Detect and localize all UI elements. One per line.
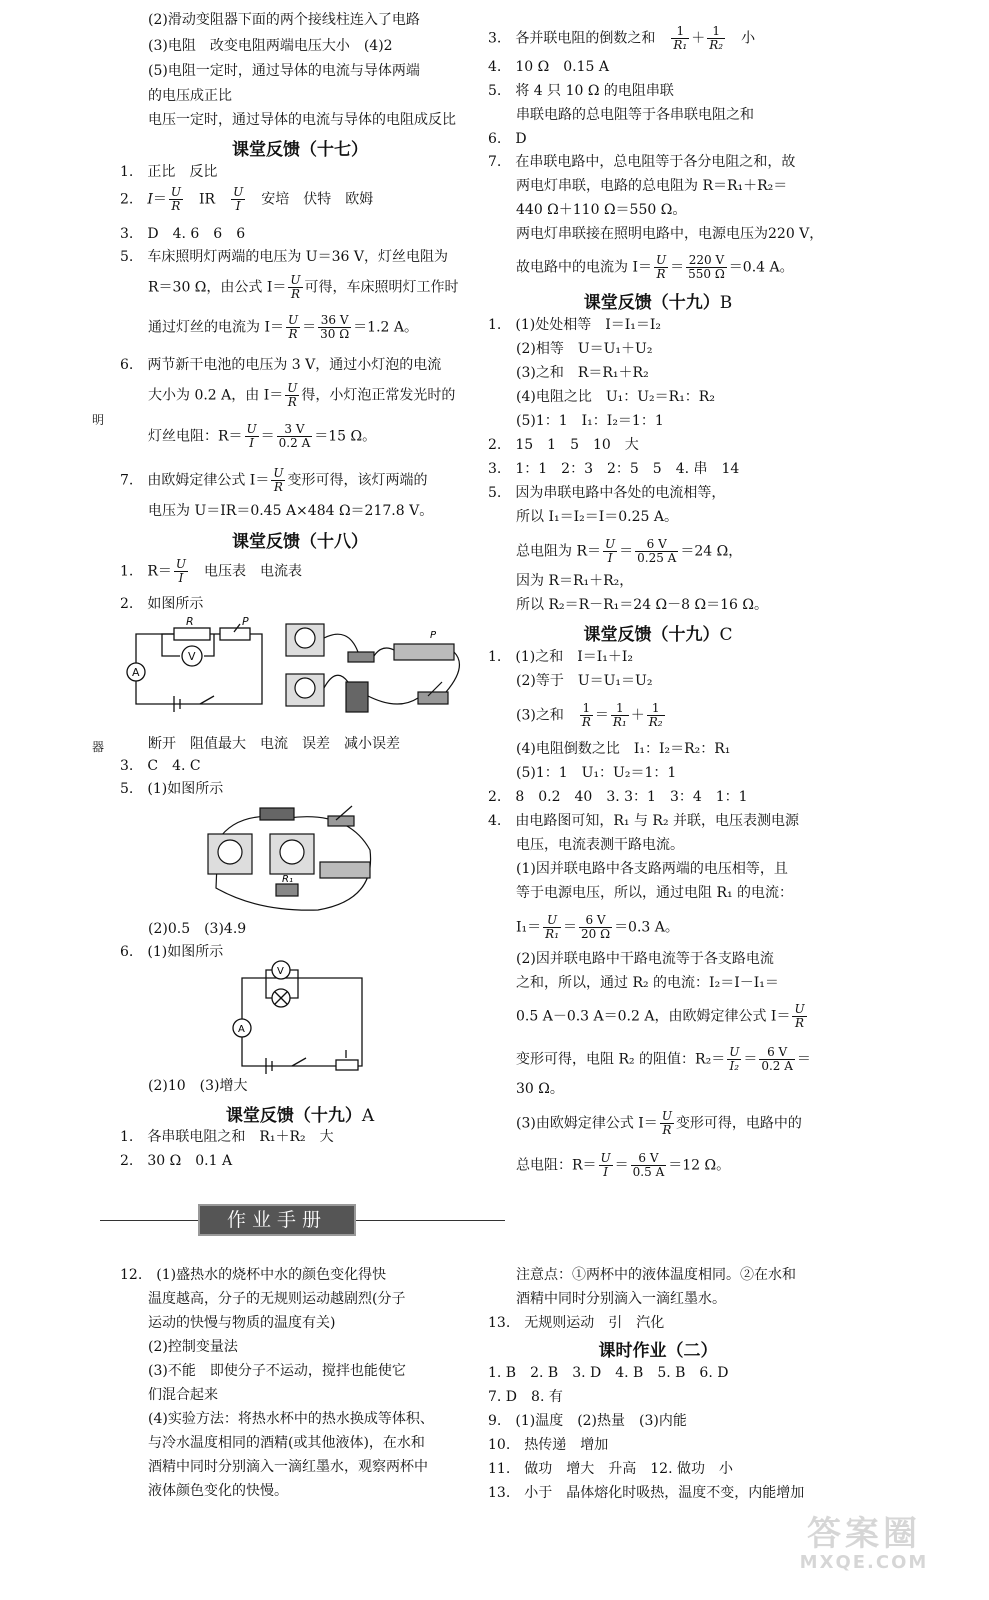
answer-line: R＝30 Ω，由公式 I＝ $\frac{U}{R}$ 可得，车床照明灯工作时 bbox=[148, 273, 459, 301]
fraction: $\frac{U}{\text{I₂}}$ bbox=[729, 1045, 740, 1073]
answer-line: 1. R＝ $\frac{U}{I}$ 电压表 电流表 bbox=[120, 557, 303, 585]
answer-line: 故电路中的电流为 I＝ $\frac{U}{R}$ ＝ $\frac{220 V}{550 \Omega}$ ＝0.4 A。 bbox=[516, 253, 794, 281]
answer-line: 1. 正比 反比 bbox=[120, 164, 218, 180]
answer-line: 所以 I₁＝I₂＝I＝0.25 A。 bbox=[516, 509, 678, 525]
answer-line: 5. 将 4 只 10 Ω 的电阻串联 bbox=[488, 83, 674, 99]
fraction: $\frac{6 V}{0.5 A}$ bbox=[632, 1151, 665, 1179]
answer-line: 酒精中同时分别滴入一滴红墨水。 bbox=[516, 1291, 726, 1307]
answer-line: 总电阻为 R＝ $\frac{U}{I}$ ＝ $\frac{6 V}{0.25 A}$ ＝24 Ω， bbox=[516, 537, 743, 565]
answer-line: 1. (1)之和 I＝I₁＋I₂ bbox=[488, 649, 634, 665]
answer-line: 变形可得，电阻 R₂ 的阻值：R₂＝ $\frac{U}{\text{I₂}}$ ＝ $\frac{6 V}{0.2 A}$ ＝ bbox=[516, 1045, 811, 1073]
text-line: 电压一定时，通过导体的电流与导体的电阻成反比 bbox=[148, 112, 456, 128]
section-title-homework-2: 课时作业（二） bbox=[598, 1341, 718, 1361]
fraction: $\frac{3 V}{0.2 A}$ bbox=[278, 422, 311, 450]
answer-line: 7. 由欧姆定律公式 I＝ $\frac{U}{R}$ 变形可得，该灯两端的 bbox=[120, 466, 428, 494]
answer-line: 7. 在串联电路中，总电阻等于各分电阻之和，故 bbox=[488, 154, 796, 170]
answer-line: 13. 无规则运动 引 汽化 bbox=[488, 1315, 665, 1331]
answer-line: 两电灯串联接在照明电路中，电源电压为220 V， bbox=[516, 226, 824, 242]
answer-line: 之和，所以，通过 R₂ 的电流：I₂＝I－I₁＝ bbox=[516, 975, 779, 991]
fraction: $\frac{1}{\text{R₁}}$ bbox=[673, 24, 688, 52]
answer-line: (4)电阻倒数之比 I₁：I₂＝R₂：R₁ bbox=[516, 741, 731, 757]
fraction: $\frac{U}{I}$ bbox=[605, 537, 616, 565]
answer-line: 10. 热传递 增加 bbox=[488, 1437, 609, 1453]
divider bbox=[356, 1220, 505, 1221]
fraction: $\frac{6 V}{20 \Omega}$ bbox=[581, 913, 611, 941]
answer-line: 30 Ω。 bbox=[516, 1081, 564, 1097]
answer-line: 5. 车床照明灯两端的电压为 U＝36 V，灯丝电阻为 bbox=[120, 249, 448, 265]
text-line: 的电压成正比 bbox=[148, 88, 232, 104]
answer-line: 注意点：①两杯中的液体温度相同。②在水和 bbox=[516, 1267, 796, 1283]
margin-note-2: 器 bbox=[92, 740, 105, 754]
label-r1: R₁ bbox=[282, 874, 293, 885]
watermark-sub: MXQE.COM bbox=[799, 1552, 929, 1573]
answer-line: 大小为 0.2 A，由 I＝ $\frac{U}{R}$ 得，小灯泡正常发光时的 bbox=[148, 381, 456, 409]
fraction: $\frac{1}{\text{R₁}}$ bbox=[612, 701, 627, 729]
text-line: (5)电阻一定时，通过导体的电流与导体两端 bbox=[148, 63, 420, 79]
answer-line: 1. B 2. B 3. D 4. B 5. B 6. D bbox=[488, 1365, 729, 1381]
circuit-diagram-q5 bbox=[198, 800, 378, 915]
answer-line: 与冷水温度相同的酒精(或其他液体)，在水和 bbox=[148, 1435, 425, 1451]
answer-line: 2. I＝ $\frac{U}{R}$ IR $\frac{U}{I}$ 安培 伏特 欧姆 bbox=[120, 185, 374, 213]
margin-note-1: 明 bbox=[92, 413, 105, 427]
answer-line: 5. (1)如图所示 bbox=[120, 781, 224, 797]
section-title-17: 课堂反馈（十七） bbox=[232, 140, 368, 160]
circuit-diagram-schematic bbox=[122, 615, 272, 719]
answer-line: 5. 因为串联电路中各处的电流相等， bbox=[488, 485, 726, 501]
answer-line: 4. 由电路图可知，R₁ 与 R₂ 并联，电压表测电源 bbox=[488, 813, 800, 829]
fraction: $\frac{U}{R}$ bbox=[794, 1002, 805, 1030]
answer-line: 两电灯串联，电路的总电阻为 R＝R₁＋R₂＝ bbox=[516, 178, 788, 194]
answer-line: 440 Ω＋110 Ω＝550 Ω。 bbox=[516, 202, 687, 218]
answer-line: 总电阻：R＝ $\frac{U}{I}$ ＝ $\frac{6 V}{0.5 A}$ ＝12 Ω。 bbox=[516, 1151, 731, 1179]
section-title-19b: 课堂反馈（十九）B bbox=[583, 293, 733, 313]
answer-line: (4)电阻之比 U₁：U₂＝R₁：R₂ bbox=[516, 389, 715, 405]
answer-line: 6. 两节新干电池的电压为 3 V，通过小灯泡的电流 bbox=[120, 357, 442, 373]
answer-line: 11. 做功 增大 升高 12. 做功 小 bbox=[488, 1461, 733, 1477]
answer-line: (2)相等 U＝U₁＋U₂ bbox=[516, 341, 653, 357]
label-p2: P bbox=[430, 630, 437, 641]
section-title-18: 课堂反馈（十八） bbox=[232, 532, 368, 552]
answer-line: 2. 15 1 5 10 大 bbox=[488, 437, 639, 453]
answer-line: (3)之和 $\frac{1}{R}$ ＝ $\frac{1}{\text{R₁}}$ ＋ $\frac{1}{\text{R₂}}$ bbox=[516, 701, 663, 729]
fraction: $\frac{U}{R}$ bbox=[290, 273, 301, 301]
fraction: $\frac{6 V}{0.2 A}$ bbox=[761, 1045, 793, 1073]
answer-line: 1. 各串联电阻之和 R₁＋R₂ 大 bbox=[120, 1129, 334, 1145]
answer-line: 们混合起来 bbox=[148, 1387, 218, 1403]
fraction: $\frac{U}{R}$ bbox=[661, 1109, 672, 1137]
fraction: $\frac{U}{R}$ bbox=[287, 381, 298, 409]
fraction: $\frac{6 V}{0.25 A}$ bbox=[637, 537, 677, 565]
section-title-19c: 课堂反馈（十九）C bbox=[583, 625, 733, 645]
fraction: $\frac{1}{\text{R₂}}$ bbox=[648, 701, 663, 729]
circuit-diagram-q6 bbox=[228, 958, 368, 1073]
fraction: $\frac{U}{R}$ bbox=[273, 466, 284, 494]
fraction: $\frac{U}{I}$ bbox=[175, 557, 187, 585]
answer-line: 3. D 4. 6 6 6 bbox=[120, 226, 246, 242]
answer-line: 3. C 4. C bbox=[120, 758, 201, 774]
answer-line: 酒精中同时分别滴入一滴红墨水，观察两杯中 bbox=[148, 1459, 428, 1475]
answer-line: 4. 10 Ω 0.15 A bbox=[488, 59, 609, 75]
answer-line: 2. 如图所示 bbox=[120, 596, 204, 612]
label-r: R bbox=[186, 615, 194, 628]
answer-line: (5)1：1 I₁：I₂＝1：1 bbox=[516, 413, 664, 429]
label-a2: A bbox=[238, 1024, 245, 1035]
answer-line: 液体颜色变化的快慢。 bbox=[148, 1483, 288, 1499]
answer-line: 电压为 U＝IR＝0.45 A×484 Ω＝217.8 V。 bbox=[148, 503, 434, 519]
answer-line: 等于电源电压，所以，通过电阻 R₁ 的电流： bbox=[516, 885, 794, 901]
answer-line: (1)因并联电路中各支路两端的电压相等，且 bbox=[516, 861, 788, 877]
answer-line: 串联电路的总电阻等于各串联电阻之和 bbox=[516, 107, 754, 123]
divider bbox=[100, 1220, 198, 1221]
watermark-main: 答案圈 bbox=[807, 1514, 921, 1554]
answer-line: 电压，电流表测干路电流。 bbox=[516, 837, 684, 853]
answer-line: 断开 阻值最大 电流 误差 减小误差 bbox=[148, 736, 400, 752]
answer-line: (3)之和 R＝R₁＋R₂ bbox=[516, 365, 649, 381]
banner-title: 作业手册 bbox=[198, 1204, 356, 1236]
text-line: (3)电阻 改变电阻两端电压大小 (4)2 bbox=[148, 38, 393, 54]
answer-line: 7. D 8. 有 bbox=[488, 1389, 563, 1405]
answer-line: I₁＝ $\frac{U}{\text{R₁}}$ ＝ $\frac{6 V}{20 \Omega}$ ＝0.3 A。 bbox=[516, 913, 679, 941]
answer-line: 2. 30 Ω 0.1 A bbox=[120, 1153, 233, 1169]
answer-line: (2)0.5 (3)4.9 bbox=[148, 921, 247, 937]
answer-line: (5)1：1 U₁：U₂＝1：1 bbox=[516, 765, 677, 781]
answer-line: 通过灯丝的电流为 I＝ $\frac{U}{R}$ ＝ $\frac{36 V}{30 \Omega}$ ＝1.2 A。 bbox=[148, 313, 418, 341]
answer-line: 所以 R₂＝R－R₁＝24 Ω－8 Ω＝16 Ω。 bbox=[516, 597, 769, 613]
answer-line: 9. (1)温度 (2)热量 (3)内能 bbox=[488, 1413, 687, 1429]
answer-line: 3. 1：1 2：3 2：5 5 4. 串 14 bbox=[488, 461, 740, 477]
answer-line: (2)控制变量法 bbox=[148, 1339, 238, 1355]
fraction: $\frac{U}{R}$ bbox=[655, 253, 667, 281]
fraction: $\frac{36 V}{30 \Omega}$ bbox=[320, 313, 350, 341]
circuit-diagram-components bbox=[278, 616, 478, 726]
section-title-19a: 课堂反馈（十九）A bbox=[225, 1106, 375, 1126]
label-p: P bbox=[242, 615, 249, 628]
label-a: A bbox=[132, 666, 140, 679]
answer-line: 6. (1)如图所示 bbox=[120, 944, 224, 960]
text-line: (2)滑动变阻器下面的两个接线柱连入了电路 bbox=[148, 12, 420, 28]
watermark-logo bbox=[759, 1516, 969, 1576]
answer-line: 3. 各并联电阻的倒数之和 $\frac{1}{\text{R₁}}$ ＋ $\frac{1}{\text{R₂}}$ 小 bbox=[488, 24, 756, 52]
fraction: $\frac{U}{R}$ bbox=[170, 185, 182, 213]
answer-line: 0.5 A－0.3 A＝0.2 A，由欧姆定律公式 I＝ $\frac{U}{R}$ bbox=[516, 1002, 805, 1030]
answer-line: 13. 小于 晶体熔化时吸热，温度不变，内能增加 bbox=[488, 1485, 805, 1501]
fraction: $\frac{U}{I}$ bbox=[246, 422, 257, 450]
fraction: $\frac{220 V}{550 \Omega}$ bbox=[688, 253, 725, 281]
label-v2: V bbox=[277, 966, 284, 977]
answer-line: 2. 8 0.2 40 3. 3：1 3：4 1：1 bbox=[488, 789, 748, 805]
fraction: $\frac{U}{I}$ bbox=[233, 185, 244, 213]
fraction: $\frac{1}{\text{R₂}}$ bbox=[709, 24, 724, 52]
answer-line: (4)实验方法：将热水杯中的热水换成等体积、 bbox=[148, 1411, 434, 1427]
answer-line: (3)不能 即使分子不运动，搅拌也能使它 bbox=[148, 1363, 406, 1379]
fraction: $\frac{U}{I}$ bbox=[600, 1151, 611, 1179]
answer-line: 6. D bbox=[488, 131, 527, 147]
answer-line: (2)因并联电路中干路电流等于各支路电流 bbox=[516, 951, 774, 967]
fraction: $\frac{U}{\text{R₁}}$ bbox=[545, 913, 560, 941]
answer-line: 12. (1)盛热水的烧杯中水的颜色变化得快 bbox=[120, 1267, 387, 1283]
answer-line: (3)由欧姆定律公式 I＝ $\frac{U}{R}$ 变形可得，电路中的 bbox=[516, 1109, 802, 1137]
section-banner bbox=[100, 1200, 505, 1240]
answer-line: 运动的快慢与物质的温度有关) bbox=[148, 1315, 336, 1331]
fraction: $\frac{1}{R}$ bbox=[581, 701, 591, 729]
answer-line: 1. (1)处处相等 I＝I₁＝I₂ bbox=[488, 317, 662, 333]
answer-line: (2)10 (3)增大 bbox=[148, 1078, 248, 1094]
fraction: $\frac{U}{R}$ bbox=[287, 313, 299, 341]
answer-line: 因为 R＝R₁＋R₂， bbox=[516, 573, 634, 589]
answer-line: 灯丝电阻：R＝ $\frac{U}{I}$ ＝ $\frac{3 V}{0.2 A}$ ＝15 Ω。 bbox=[148, 422, 377, 450]
answer-line: (2)等于 U＝U₁＝U₂ bbox=[516, 673, 653, 689]
label-v: V bbox=[188, 650, 196, 663]
answer-line: 温度越高，分子的无规则运动越剧烈(分子 bbox=[148, 1291, 406, 1307]
